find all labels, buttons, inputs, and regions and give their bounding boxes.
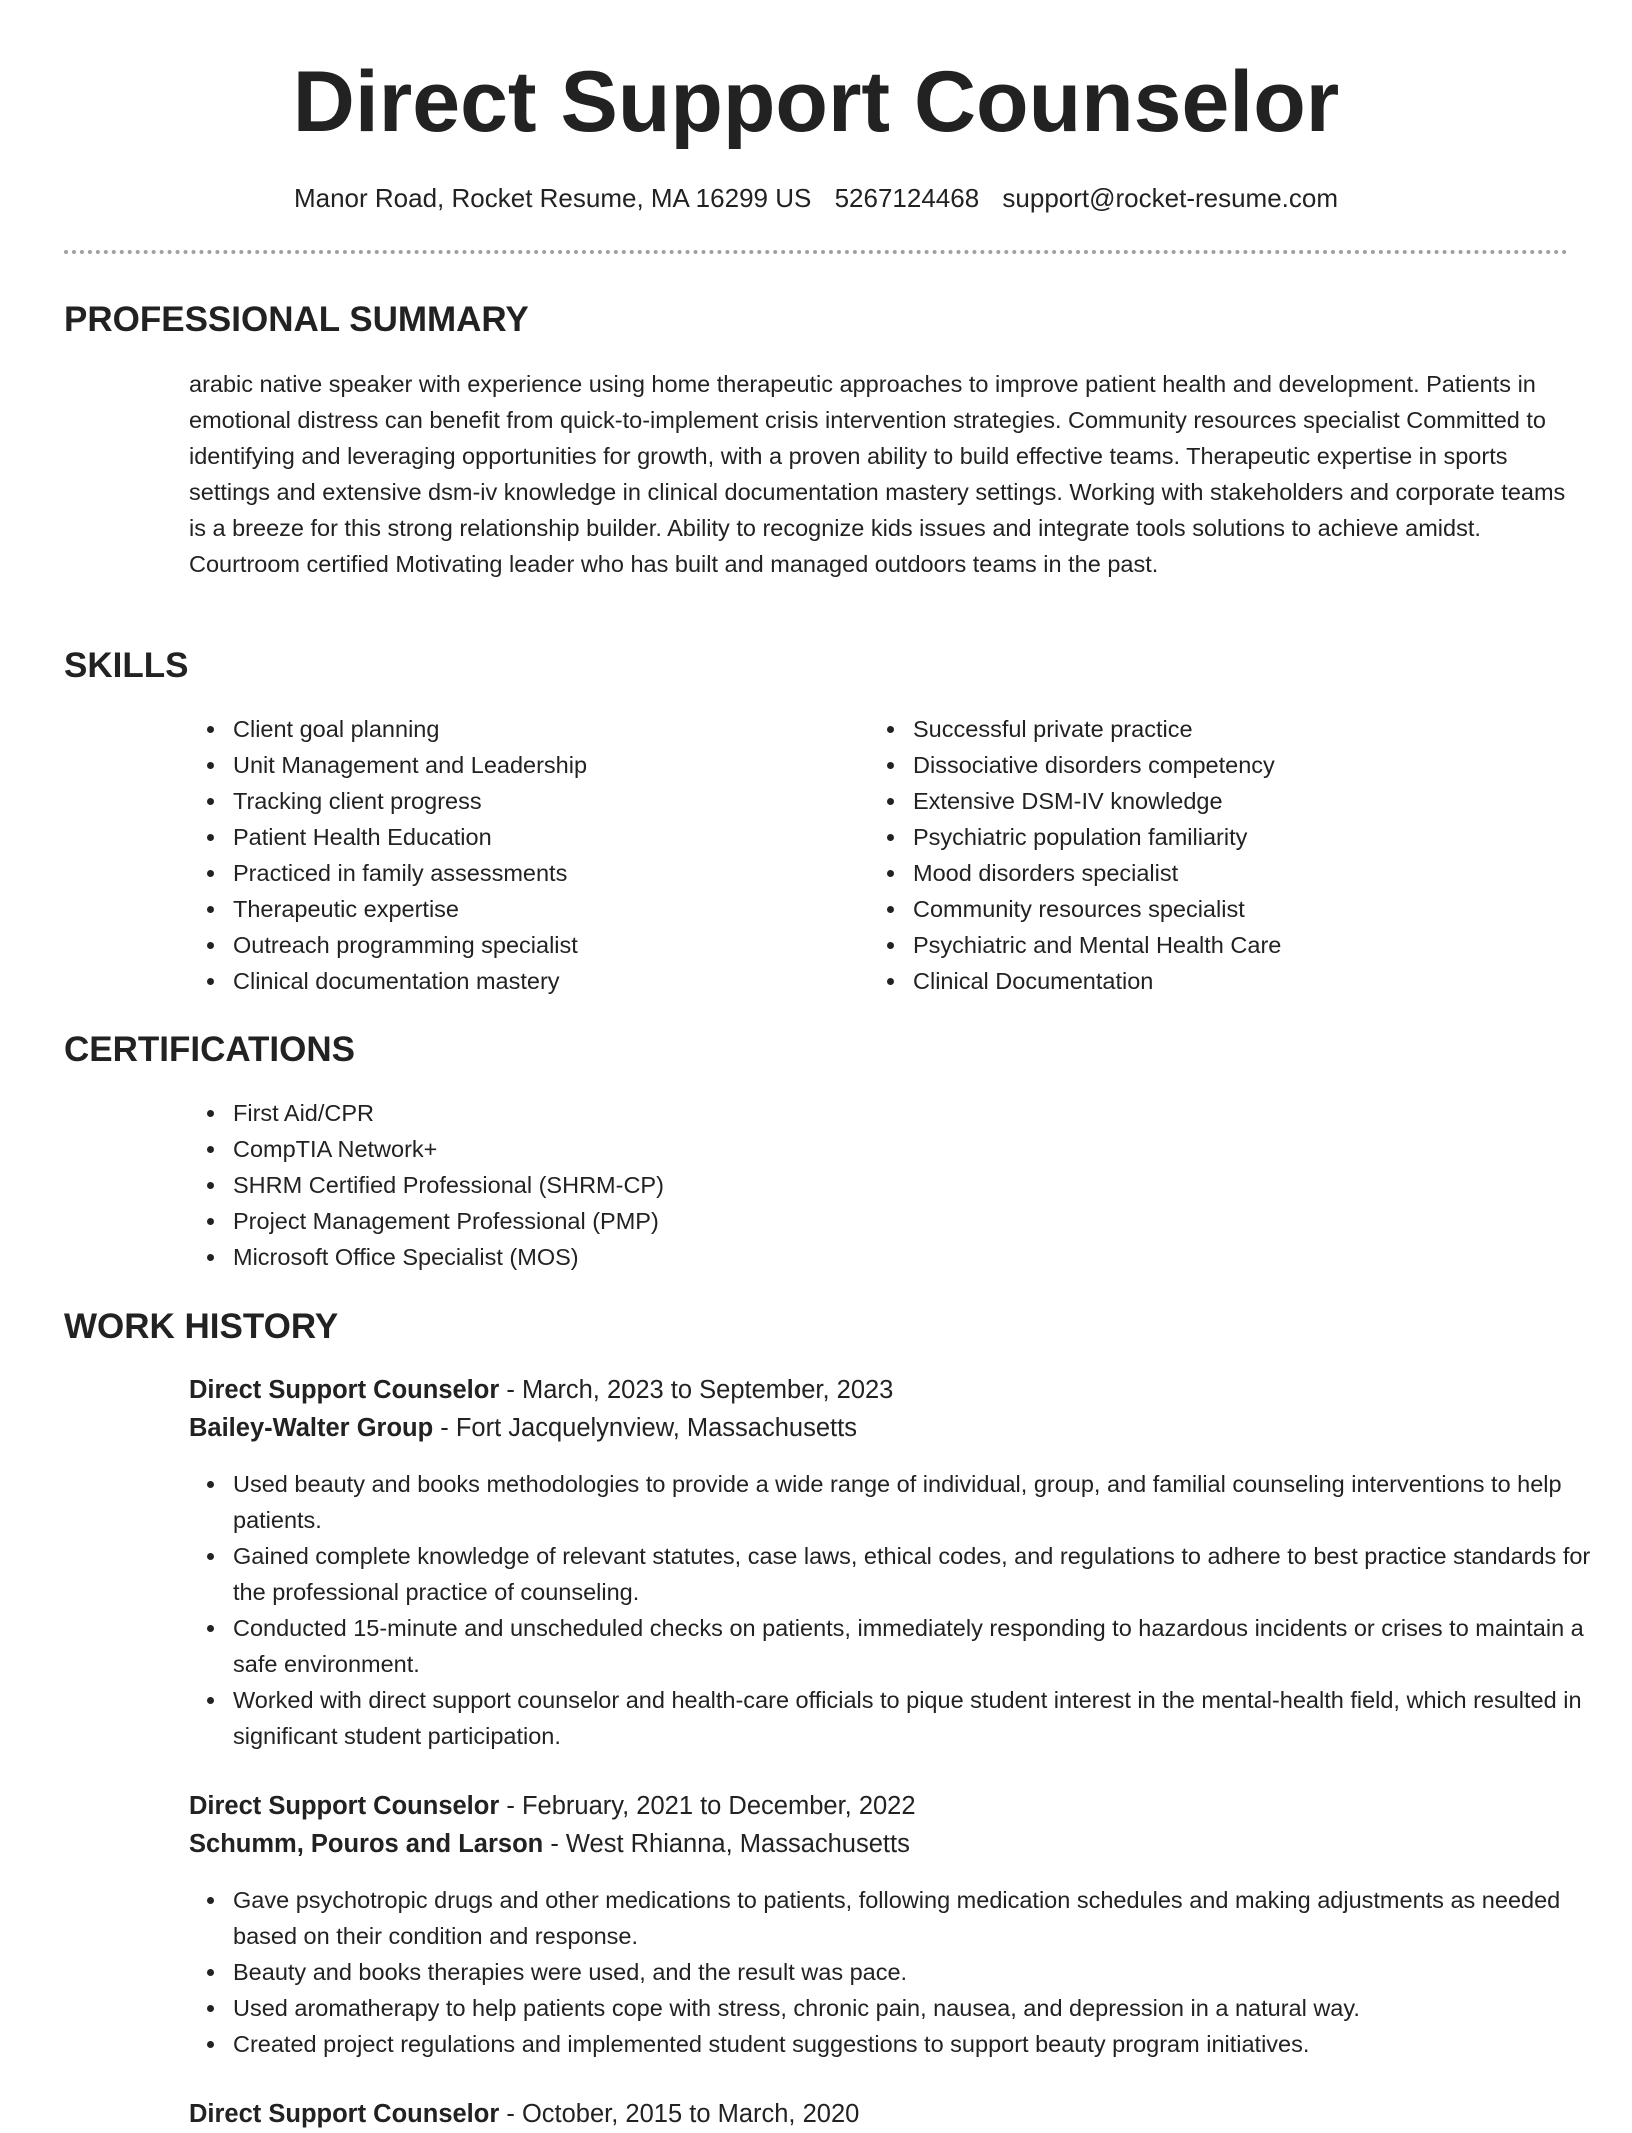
skill-item: Unit Management and Leadership: [233, 747, 853, 783]
job-company: Bailey-Walter Group: [189, 1414, 434, 1442]
summary-heading: PROFESSIONAL SUMMARY: [64, 300, 529, 339]
job-role: Direct Support Counselor: [189, 1792, 500, 1820]
skill-item: Client goal planning: [233, 711, 853, 747]
certification-item: First Aid/CPR: [233, 1095, 1133, 1131]
separator: -: [543, 1830, 566, 1858]
skill-item: Practiced in family assessments: [233, 855, 853, 891]
job-dates: March, 2023 to September, 2023: [521, 1376, 894, 1404]
skill-item: Tracking client progress: [233, 783, 853, 819]
job-role: Direct Support Counselor: [189, 1376, 500, 1404]
job-dates: October, 2015 to March, 2020: [521, 2100, 860, 2128]
separator: -: [499, 1792, 522, 1820]
job-dates: February, 2021 to December, 2022: [521, 1792, 916, 1820]
contact-line: [0, 180, 1632, 216]
skill-item: Extensive DSM-IV knowledge: [913, 783, 1563, 819]
job-bullet: Used aromatherapy to help patients cope with stress, chronic pain, nausea, and depression in a natural way.: [233, 1990, 1613, 2026]
job-bullet: Used beauty and books methodologies to provide a wide range of individual, group, and familial counseling interventions to help patients.: [233, 1466, 1613, 1538]
skill-item: Psychiatric population familiarity: [913, 819, 1563, 855]
summary-text: arabic native speaker with experience using home therapeutic approaches to improve patient health and development. Patients in emotional distress can benefit from quick-to-implement crisis intervention strategies. Community resources specialist Committed to identifying and leveraging opportunities for growth, with a proven ability to build effective teams. Therapeutic expertise in sports settings and extensive dsm-iv knowledge in clinical documentation mastery settings. Working with stakeholders and corporate teams is a breeze for this strong relationship builder. Ability to recognize kids issues and integrate tools solutions to achieve amidst. Courtroom certified Motivating leader who has built and managed outdoors teams in the past.: [189, 371, 1566, 577]
contact-email: support@rocket-resume.com: [1002, 183, 1339, 213]
separator: -: [433, 1414, 456, 1442]
skill-item: Mood disorders specialist: [913, 855, 1563, 891]
skills-list-right: [869, 711, 1563, 999]
skill-item: Therapeutic expertise: [233, 891, 853, 927]
job-company: Schumm, Pouros and Larson: [189, 1830, 544, 1858]
skill-item: Community resources specialist: [913, 891, 1563, 927]
job-company-line: [189, 1825, 910, 1863]
certifications-list: [189, 1095, 1133, 1275]
skill-item: Psychiatric and Mental Health Care: [913, 927, 1563, 963]
job-location: Fort Jacquelynview, Massachusetts: [455, 1414, 857, 1442]
skill-item: Outreach programming specialist: [233, 927, 853, 963]
skill-item: Clinical documentation mastery: [233, 963, 853, 999]
header-divider: [64, 250, 1568, 254]
job-bullet: Gained complete knowledge of relevant statutes, case laws, ethical codes, and regulations to adhere to best practice standards for the professional practice of counseling.: [233, 1538, 1613, 1610]
separator: -: [499, 2100, 522, 2128]
skills-list-left: [189, 711, 853, 999]
skill-item: Successful private practice: [913, 711, 1563, 747]
job-bullet: Beauty and books therapies were used, and the result was pace.: [233, 1954, 1613, 1990]
skill-item: Dissociative disorders competency: [913, 747, 1563, 783]
job-role: Direct Support Counselor: [189, 2100, 500, 2128]
job-title-line: [189, 1371, 893, 1409]
job-bullet: Gave psychotropic drugs and other medications to patients, following medication schedules and making adjustments as needed based on their condition and response.: [233, 1882, 1613, 1954]
skills-heading: SKILLS: [64, 646, 189, 685]
certification-item: Project Management Professional (PMP): [233, 1203, 1133, 1239]
contact-phone: 5267124468: [834, 183, 980, 213]
job-bullet: Conducted 15-minute and unscheduled checks on patients, immediately responding to hazardous incidents or crises to maintain a safe environment.: [233, 1610, 1613, 1682]
separator: -: [499, 1376, 522, 1404]
certification-item: SHRM Certified Professional (SHRM-CP): [233, 1167, 1133, 1203]
certifications-heading: CERTIFICATIONS: [64, 1030, 356, 1069]
certification-item: Microsoft Office Specialist (MOS): [233, 1239, 1133, 1275]
job-bullet: Worked with direct support counselor and health-care officials to pique student interest in the mental-health field, which resulted in significant student participation.: [233, 1682, 1613, 1754]
job-bullets: [189, 1466, 1613, 1754]
job-title-line: [189, 1787, 916, 1825]
certification-item: CompTIA Network+: [233, 1131, 1133, 1167]
candidate-name: Direct Support Counselor: [292, 54, 1340, 150]
job-location: West Rhianna, Massachusetts: [565, 1830, 910, 1858]
work-history-heading: WORK HISTORY: [64, 1307, 339, 1346]
job-bullets: [189, 1882, 1613, 2062]
job-bullet: Created project regulations and implemented student suggestions to support beauty program initiatives.: [233, 2026, 1613, 2062]
job-company-line: [189, 1409, 857, 1447]
skill-item: Clinical Documentation: [913, 963, 1563, 999]
contact-address: Manor Road, Rocket Resume, MA 16299 US: [293, 183, 812, 213]
skill-item: Patient Health Education: [233, 819, 853, 855]
job-title-line: [189, 2095, 859, 2133]
